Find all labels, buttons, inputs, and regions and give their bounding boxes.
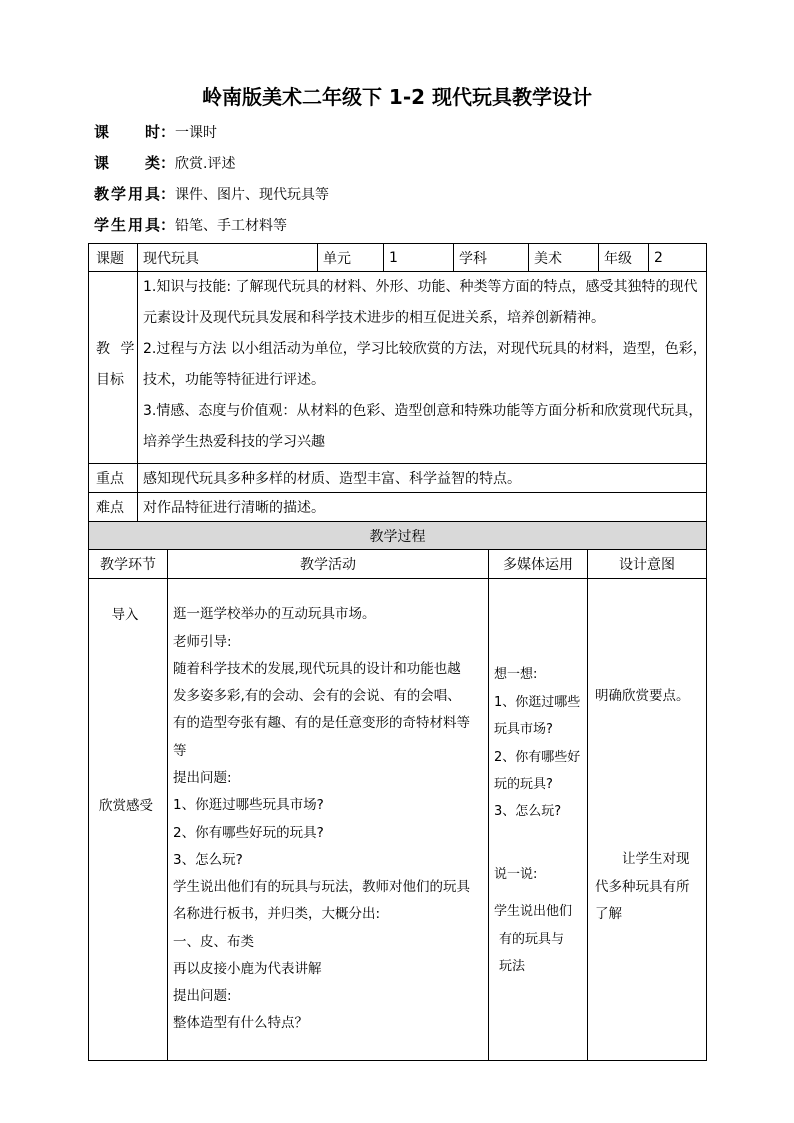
unit-value: 1 <box>389 249 398 266</box>
stage-cell <box>88 578 168 1061</box>
activity-line: 提出问题: <box>173 769 232 786</box>
activity-line: 一、皮、布类 <box>173 933 254 950</box>
info-label: 学生用具 <box>94 216 160 234</box>
info-separator: ： <box>160 185 176 203</box>
subject-label: 学科 <box>459 250 487 267</box>
activity-line: 名称进行板书，并归类，大概分出: <box>173 906 381 923</box>
info-separator: ： <box>160 154 176 172</box>
subject-label-cell <box>453 243 529 272</box>
document-title: 岭南版美术二年级下 1-2 现代玩具教学设计 <box>201 85 593 109</box>
info-value: 铅笔、手工材料等 <box>175 218 288 234</box>
intent-understand-group <box>595 846 690 929</box>
media-line: 有的玩具与 <box>499 931 565 947</box>
difficulty-label-cell <box>88 492 138 522</box>
goals-content-cell <box>137 271 707 464</box>
subject-value: 美术 <box>534 250 562 267</box>
header-media: 多媒体运用 <box>503 557 573 573</box>
header-stage: 教学环节 <box>100 557 156 573</box>
topic-value: 现代玩具 <box>143 250 199 267</box>
activity-line: 发多姿多彩,有的会动、会有的会说、有的会唱、 <box>173 688 461 705</box>
media-line: 玩法 <box>499 959 526 974</box>
info-label: 教学用具 <box>94 185 160 203</box>
stage-appreciation: 欣赏感受 <box>99 798 153 814</box>
unit-label-cell <box>317 243 384 272</box>
goals-label-line: 教 学 <box>96 341 135 357</box>
difficulty-cell <box>137 492 707 522</box>
unit-cell <box>383 243 454 272</box>
key-point-label-cell <box>88 463 138 493</box>
activity-line: 有的造型夸张有趣、有的是任意变形的奇特材料等 <box>173 715 470 732</box>
media-say-group <box>494 898 572 981</box>
header-activity: 教学活动 <box>300 557 356 573</box>
unit-label: 单元 <box>323 250 351 267</box>
process-title: 教学过程 <box>369 528 426 545</box>
activity-cell <box>167 578 489 1061</box>
goal-line: 元素设计及现代玩具发展和科学技术进步的相互促进关系，培养创新精神。 <box>143 310 605 326</box>
media-line: 玩具市场? <box>494 722 553 738</box>
header-intent: 设计意图 <box>619 557 675 573</box>
activity-line: 3、怎么玩? <box>173 851 243 868</box>
info-separator: ： <box>160 123 176 141</box>
grade-label-cell <box>598 243 649 272</box>
activity-line: 等 <box>173 742 187 759</box>
info-value: 课件、图片、现代玩具等 <box>175 187 330 203</box>
media-line: 学生说出他们 <box>494 904 573 919</box>
activity-line: 老师引导: <box>173 633 232 650</box>
header-media-cell <box>488 549 588 579</box>
grade-cell <box>648 243 707 272</box>
intent-line: 了解 <box>595 906 622 923</box>
activity-line: 2、你有哪些好玩的玩具? <box>173 824 324 841</box>
difficulty-label: 难点 <box>96 500 124 516</box>
intent-focus: 明确欣赏要点。 <box>595 688 690 705</box>
key-point-text: 感知现代玩具多种多样的材质、造型丰富、科学益智的特点。 <box>143 471 521 487</box>
info-row-student-tools <box>94 210 329 241</box>
goal-line: 培养学生热爱科技的学习兴趣 <box>143 434 325 450</box>
activity-line: 随着科学技术的发展,现代玩具的设计和功能也越 <box>173 660 461 677</box>
info-row-class-type <box>94 148 329 179</box>
key-point-cell <box>137 463 707 493</box>
topic-label: 课题 <box>96 250 124 267</box>
media-cell <box>488 578 588 1061</box>
media-line: 3、怎么玩? <box>494 804 562 820</box>
intent-line: 代多种玩具有所 <box>595 878 690 895</box>
goal-line: 技术，功能等特征进行评述。 <box>143 372 325 388</box>
activity-line: 再以皮接小鹿为代表讲解 <box>173 960 322 977</box>
goals-label-cell <box>88 271 138 464</box>
intent-cell <box>587 578 707 1061</box>
info-label: 课 时 <box>94 123 160 141</box>
info-value: 欣赏.评述 <box>175 156 236 172</box>
header-activity-cell <box>167 549 489 579</box>
subject-cell <box>528 243 599 272</box>
goal-line: 3.情感、态度与价值观：从材料的色彩、造型创意和特殊功能等方面分析和欣赏现代玩具， <box>143 403 703 419</box>
info-label: 课 类 <box>94 154 160 172</box>
media-line: 2、你有哪些好 <box>494 749 581 765</box>
info-separator: ： <box>160 216 176 234</box>
media-line: 1、你逛过哪些 <box>494 694 581 710</box>
goal-line: 1.知识与技能: 了解现代玩具的材料、外形、功能、种类等方面的特点，感受其独特的现代 <box>143 279 698 295</box>
info-value: 一课时 <box>175 125 218 141</box>
activity-line: 整体造型有什么特点？ <box>173 1015 308 1032</box>
difficulty-text: 对作品特征进行清晰的描述。 <box>143 500 325 516</box>
grade-value: 2 <box>654 249 663 266</box>
media-say-heading: 说一说: <box>494 867 538 883</box>
activity-line: 提出问题: <box>173 988 232 1005</box>
goal-line: 2.过程与方法 以小组活动为单位，学习比较欣赏的方法，对现代玩具的材料，造型，色彩， <box>143 341 707 357</box>
stage-intro: 导入 <box>111 607 139 623</box>
header-intent-cell <box>587 549 707 579</box>
media-line: 想一想: <box>494 667 538 683</box>
activity-line: 逛一逛学校举办的互动玩具市场。 <box>173 606 376 623</box>
lesson-info <box>94 117 329 241</box>
info-row-class-hours <box>94 117 329 148</box>
activity-line: 1、你逛过哪些玩具市场? <box>173 797 324 814</box>
key-point-label: 重点 <box>96 471 124 487</box>
activity-line: 学生说出他们有的玩具与玩法，教师对他们的玩具 <box>173 879 470 896</box>
goals-label-line: 目标 <box>96 372 124 388</box>
media-think-group <box>494 661 580 825</box>
header-stage-cell <box>88 549 168 579</box>
intent-line: 让学生对现 <box>622 851 690 868</box>
topic-label-cell <box>88 243 138 272</box>
media-line: 玩的玩具? <box>494 776 553 792</box>
topic-cell <box>137 243 318 272</box>
grade-label: 年级 <box>604 250 632 267</box>
info-row-teaching-tools <box>94 179 329 210</box>
process-title-cell <box>88 521 707 550</box>
